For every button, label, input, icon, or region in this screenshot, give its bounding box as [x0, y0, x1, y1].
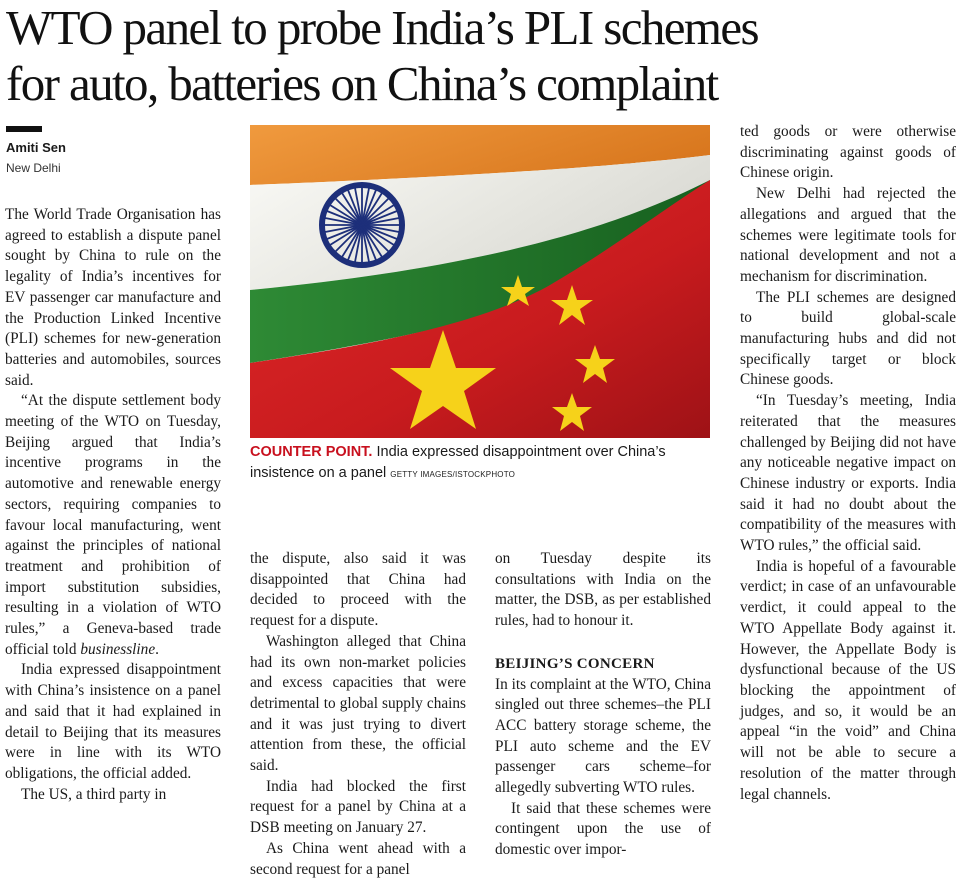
paragraph: In its complaint at the WTO, China singled out three schemes–the PLI ACC battery storage scheme, the PLI auto scheme and the EV passenger cars scheme–for allegedly subverting WTO rules. [495, 675, 711, 797]
headline-line-1: WTO panel to probe India’s PLI schemes [6, 0, 759, 55]
paragraph: As China went ahead with a second request for a panel [250, 839, 466, 878]
paragraph: India expressed disappointment with China’s insistence on a panel and said that it had explained in detail to Beijing that its measures were in line with its WTO obligations, the official added. [5, 661, 221, 782]
headline-line-2: for auto, batteries on China’s complaint [6, 56, 718, 111]
paragraph: The World Trade Organisation has agreed to establish a dispute panel sought by China to rule on the legality of India’s incentives for EV passenger car manufacture and the Production Linked Incentive (PLI) schemes for new-generation batteries and automobiles, sources said. [5, 206, 221, 389]
caption-text: India expressed disappointment over China’s insistence on a panel [250, 444, 666, 481]
paragraph: New Delhi had rejected the allegations and argued that the schemes were legitimate tools for national development and not a mechanism for discrimination. [740, 185, 956, 285]
column-2 [250, 549, 466, 880]
paragraph: It said that these schemes were contingent upon the use of domestic over impor- [495, 799, 711, 859]
ashoka-chakra [322, 185, 402, 265]
paragraph: ted goods or were otherwise discriminating against goods of Chinese origin. [740, 123, 956, 182]
column-1 [5, 205, 221, 805]
subheading: BEIJING’S CONCERN [495, 655, 655, 672]
byline-rule [6, 126, 42, 132]
column-4 [740, 122, 956, 805]
india-china-flags-image [250, 125, 710, 438]
paragraph: on Tuesday despite its consultations with India on the matter, the DSB, as per established rules, had to honour it. [495, 550, 711, 630]
photo-caption [250, 442, 720, 485]
column-3 [495, 549, 711, 861]
paragraph: The US, a third party in [21, 785, 167, 803]
paragraph: the dispute, also said it was disappointed that China had decided to proceed with the request for a dispute. [250, 550, 466, 630]
headline [6, 0, 956, 112]
flags-photo [250, 125, 710, 438]
dateline: New Delhi [6, 161, 61, 175]
paragraph: India is hopeful of a favourable verdict; in case of an unfavourable verdict, it could appeal to the WTO Appellate Body against it. However, the Appellate Body is dysfunctional because of the US blocking the appointment of judges, and so, it would be an appeal “in the void” and China will not be able to secure a resolution of the matter through legal channels. [740, 557, 956, 803]
publication-name: businessline [80, 640, 156, 658]
paragraph: Washington alleged that China had its own non-market policies and excess capacities that were detrimental to global supply chains and it was just trying to divert attention from these, the official said. [250, 632, 466, 775]
paragraph: “In Tuesday’s meeting, India reiterated that the measures challenged by Beijing did not have any noticeable negative impact on Chinese industry or exports. India said it had no doubt about the compatibility of the measures with WTO rules,” the official said. [740, 392, 956, 555]
paragraph: India had blocked the first request for a panel by China at a DSB meeting on January 27. [250, 777, 466, 837]
caption-label: COUNTER POINT. [250, 444, 373, 460]
photo-credit: GETTY IMAGES/ISTOCKPHOTO [390, 470, 516, 479]
author-name: Amiti Sen [6, 140, 66, 155]
paragraph: The PLI schemes are designed to build global-scale manufacturing hubs and did not specifically target or block Chinese goods. [740, 288, 956, 389]
paragraph: “At the dispute settlement body meeting of the WTO on Tuesday, Beijing argued that India’s incentive programs in the automotive and renewable energy sectors, requiring companies to favour local manufacturing, went against the principles of national treatment and prohibition of import substitution subsidies, resulting in a violation of WTO rules,” a Geneva-based trade official told businessline. [5, 392, 221, 658]
